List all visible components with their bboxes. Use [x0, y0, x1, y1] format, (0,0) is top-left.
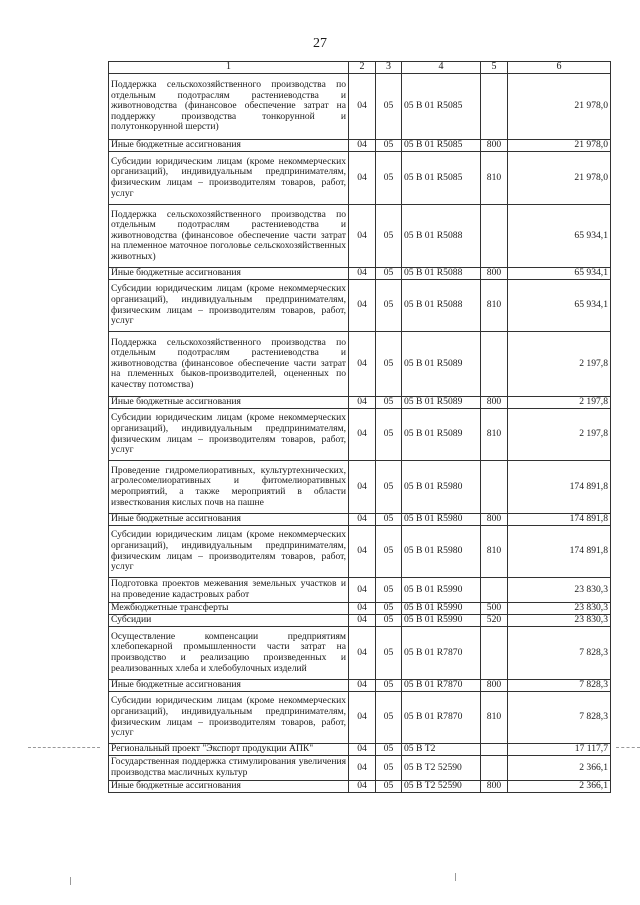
row-expense-type: 800	[481, 781, 508, 793]
row-section-code: 04	[349, 140, 376, 152]
row-subsection-code: 05	[376, 280, 402, 332]
row-target-article: 05 В 01 R5088	[402, 280, 481, 332]
row-description: Субсидии юридическим лицам (кроме некоммерческих организаций), индивидуальным предпринимателям, физическим лицам – производителям товаров, работ, услуг	[109, 526, 349, 578]
row-expense-type: 810	[481, 692, 508, 744]
row-section-code: 04	[349, 615, 376, 627]
row-section-code: 04	[349, 781, 376, 793]
row-subsection-code: 05	[376, 744, 402, 756]
row-section-code: 04	[349, 744, 376, 756]
scan-tick-right	[455, 873, 456, 881]
row-description: Иные бюджетные ассигнования	[109, 397, 349, 409]
table-row	[109, 526, 611, 578]
row-amount: 23 830,3	[508, 615, 611, 627]
row-amount: 17 117,7	[508, 744, 611, 756]
row-amount: 2 197,8	[508, 332, 611, 397]
row-subsection-code: 05	[376, 756, 402, 781]
row-section-code: 04	[349, 526, 376, 578]
row-amount: 174 891,8	[508, 514, 611, 526]
row-expense-type: 800	[481, 140, 508, 152]
row-section-code: 04	[349, 692, 376, 744]
row-description: Субсидии юридическим лицам (кроме некоммерческих организаций), индивидуальным предпринимателям, физическим лицам – производителям товаров, работ, услуг	[109, 692, 349, 744]
row-section-code: 04	[349, 514, 376, 526]
row-section-code: 04	[349, 280, 376, 332]
row-section-code: 04	[349, 603, 376, 615]
row-target-article: 05 В 01 R5089	[402, 332, 481, 397]
table-row	[109, 268, 611, 280]
row-expense-type	[481, 578, 508, 603]
row-expense-type: 800	[481, 268, 508, 280]
scan-tick-left	[70, 877, 71, 885]
margin-dash-left	[28, 747, 100, 748]
row-amount: 174 891,8	[508, 526, 611, 578]
row-amount: 23 830,3	[508, 578, 611, 603]
row-target-article: 05 В 01 R5990	[402, 615, 481, 627]
row-target-article: 05 В 01 R5088	[402, 205, 481, 268]
row-expense-type	[481, 74, 508, 140]
row-expense-type: 800	[481, 397, 508, 409]
row-expense-type: 810	[481, 526, 508, 578]
row-amount: 65 934,1	[508, 205, 611, 268]
row-target-article: 05 В 01 R5980	[402, 514, 481, 526]
row-subsection-code: 05	[376, 781, 402, 793]
row-target-article: 05 В Т2 52590	[402, 781, 481, 793]
row-amount: 7 828,3	[508, 627, 611, 680]
row-expense-type: 520	[481, 615, 508, 627]
row-amount: 7 828,3	[508, 680, 611, 692]
row-subsection-code: 05	[376, 140, 402, 152]
table-header-row	[109, 62, 611, 74]
table-row	[109, 397, 611, 409]
row-amount: 21 978,0	[508, 152, 611, 205]
row-expense-type	[481, 627, 508, 680]
row-description: Субсидии юридическим лицам (кроме некоммерческих организаций), индивидуальным предпринимателям, физическим лицам – производителям товаров, работ, услуг	[109, 409, 349, 461]
table-row	[109, 680, 611, 692]
row-subsection-code: 05	[376, 578, 402, 603]
row-expense-type	[481, 744, 508, 756]
row-amount: 7 828,3	[508, 692, 611, 744]
header-col-6: 6	[508, 62, 611, 74]
row-amount: 21 978,0	[508, 74, 611, 140]
row-subsection-code: 05	[376, 461, 402, 514]
row-expense-type: 810	[481, 152, 508, 205]
row-section-code: 04	[349, 268, 376, 280]
row-target-article: 05 В 01 R5980	[402, 461, 481, 514]
row-description: Региональный проект "Экспорт продукции АПК"	[109, 744, 349, 756]
row-subsection-code: 05	[376, 603, 402, 615]
row-target-article: 05 В 01 R5089	[402, 409, 481, 461]
row-target-article: 05 В 01 R5085	[402, 140, 481, 152]
row-description: Иные бюджетные ассигнования	[109, 514, 349, 526]
row-target-article: 05 В 01 R5085	[402, 152, 481, 205]
row-section-code: 04	[349, 74, 376, 140]
row-description: Иные бюджетные ассигнования	[109, 140, 349, 152]
row-description: Иные бюджетные ассигнования	[109, 268, 349, 280]
row-subsection-code: 05	[376, 74, 402, 140]
budget-table	[108, 61, 611, 793]
row-subsection-code: 05	[376, 680, 402, 692]
row-description: Поддержка сельскохозяйственного производства по отдельным подотраслям растениеводства и животноводства (финансовое обеспечение затрат на поддержку производства тонкорунной и полутонкорунной шерсти)	[109, 74, 349, 140]
row-section-code: 04	[349, 680, 376, 692]
row-expense-type	[481, 332, 508, 397]
row-section-code: 04	[349, 409, 376, 461]
table-row	[109, 205, 611, 268]
table-row	[109, 578, 611, 603]
row-target-article: 05 В 01 R5990	[402, 603, 481, 615]
table-row	[109, 409, 611, 461]
table-row	[109, 744, 611, 756]
row-section-code: 04	[349, 205, 376, 268]
row-subsection-code: 05	[376, 692, 402, 744]
row-subsection-code: 05	[376, 615, 402, 627]
row-section-code: 04	[349, 461, 376, 514]
row-description: Субсидии	[109, 615, 349, 627]
row-subsection-code: 05	[376, 514, 402, 526]
row-expense-type: 800	[481, 680, 508, 692]
row-description: Поддержка сельскохозяйственного производства по отдельным подотраслям растениеводства и животноводства (финансовое обеспечение части затрат на племенных быков-производителей, оцененных по качеству потомства)	[109, 332, 349, 397]
table-row	[109, 280, 611, 332]
row-section-code: 04	[349, 756, 376, 781]
row-target-article: 05 В 01 R5980	[402, 526, 481, 578]
row-description: Межбюджетные трансферты	[109, 603, 349, 615]
row-subsection-code: 05	[376, 627, 402, 680]
row-target-article: 05 В 01 R7870	[402, 627, 481, 680]
header-col-5: 5	[481, 62, 508, 74]
row-description: Государственная поддержка стимулирования увеличения производства масличных культур	[109, 756, 349, 781]
page-number: 27	[313, 36, 327, 51]
row-amount: 65 934,1	[508, 268, 611, 280]
table-row	[109, 603, 611, 615]
table-row	[109, 332, 611, 397]
row-target-article: 05 В Т2	[402, 744, 481, 756]
row-target-article: 05 В 01 R7870	[402, 680, 481, 692]
table-row	[109, 627, 611, 680]
row-subsection-code: 05	[376, 205, 402, 268]
row-expense-type	[481, 756, 508, 781]
row-amount: 2 197,8	[508, 397, 611, 409]
row-amount: 2 366,1	[508, 756, 611, 781]
row-subsection-code: 05	[376, 526, 402, 578]
row-target-article: 05 В 01 R7870	[402, 692, 481, 744]
row-expense-type	[481, 461, 508, 514]
row-amount: 2 366,1	[508, 781, 611, 793]
row-target-article: 05 В 01 R5990	[402, 578, 481, 603]
row-subsection-code: 05	[376, 332, 402, 397]
row-target-article: 05 В Т2 52590	[402, 756, 481, 781]
row-target-article: 05 В 01 R5088	[402, 268, 481, 280]
table-row	[109, 756, 611, 781]
row-amount: 23 830,3	[508, 603, 611, 615]
row-section-code: 04	[349, 627, 376, 680]
row-amount: 65 934,1	[508, 280, 611, 332]
row-description: Поддержка сельскохозяйственного производства по отдельным подотраслям растениеводства и животноводства (финансовое обеспечение части затрат на племенное маточное поголовье сельскохозяйственных животных)	[109, 205, 349, 268]
row-description: Субсидии юридическим лицам (кроме некоммерческих организаций), индивидуальным предпринимателям, физическим лицам – производителям товаров, работ, услуг	[109, 280, 349, 332]
row-description: Осуществление компенсации предприятиям хлебопекарной промышленности части затрат на производство и реализацию произведенных и реализованных хлеба и хлебобулочных изделий	[109, 627, 349, 680]
row-expense-type: 500	[481, 603, 508, 615]
table-row	[109, 781, 611, 793]
row-description: Иные бюджетные ассигнования	[109, 781, 349, 793]
header-col-3: 3	[376, 62, 402, 74]
row-amount: 174 891,8	[508, 461, 611, 514]
row-amount: 2 197,8	[508, 409, 611, 461]
table-row	[109, 152, 611, 205]
row-description: Субсидии юридическим лицам (кроме некоммерческих организаций), индивидуальным предпринимателям, физическим лицам – производителям товаров, работ, услуг	[109, 152, 349, 205]
row-section-code: 04	[349, 152, 376, 205]
table-row	[109, 140, 611, 152]
row-amount: 21 978,0	[508, 140, 611, 152]
table-row	[109, 692, 611, 744]
row-expense-type	[481, 205, 508, 268]
row-section-code: 04	[349, 397, 376, 409]
table-row	[109, 514, 611, 526]
row-subsection-code: 05	[376, 152, 402, 205]
row-target-article: 05 В 01 R5085	[402, 74, 481, 140]
header-col-4: 4	[402, 62, 481, 74]
table-row	[109, 74, 611, 140]
header-col-1: 1	[109, 62, 349, 74]
row-section-code: 04	[349, 332, 376, 397]
row-expense-type: 810	[481, 280, 508, 332]
header-col-2: 2	[349, 62, 376, 74]
row-section-code: 04	[349, 578, 376, 603]
row-description: Иные бюджетные ассигнования	[109, 680, 349, 692]
row-expense-type: 800	[481, 514, 508, 526]
row-expense-type: 810	[481, 409, 508, 461]
row-subsection-code: 05	[376, 409, 402, 461]
row-description: Подготовка проектов межевания земельных участков и на проведение кадастровых работ	[109, 578, 349, 603]
table-row	[109, 461, 611, 514]
margin-dash-right	[616, 747, 640, 748]
table-row	[109, 615, 611, 627]
row-subsection-code: 05	[376, 268, 402, 280]
row-subsection-code: 05	[376, 397, 402, 409]
row-description: Проведение гидромелиоративных, культуртехнических, агролесомелиоративных и фитомелиоративных мероприятий, а также мероприятий в области известкования кислых почв на пашне	[109, 461, 349, 514]
row-target-article: 05 В 01 R5089	[402, 397, 481, 409]
